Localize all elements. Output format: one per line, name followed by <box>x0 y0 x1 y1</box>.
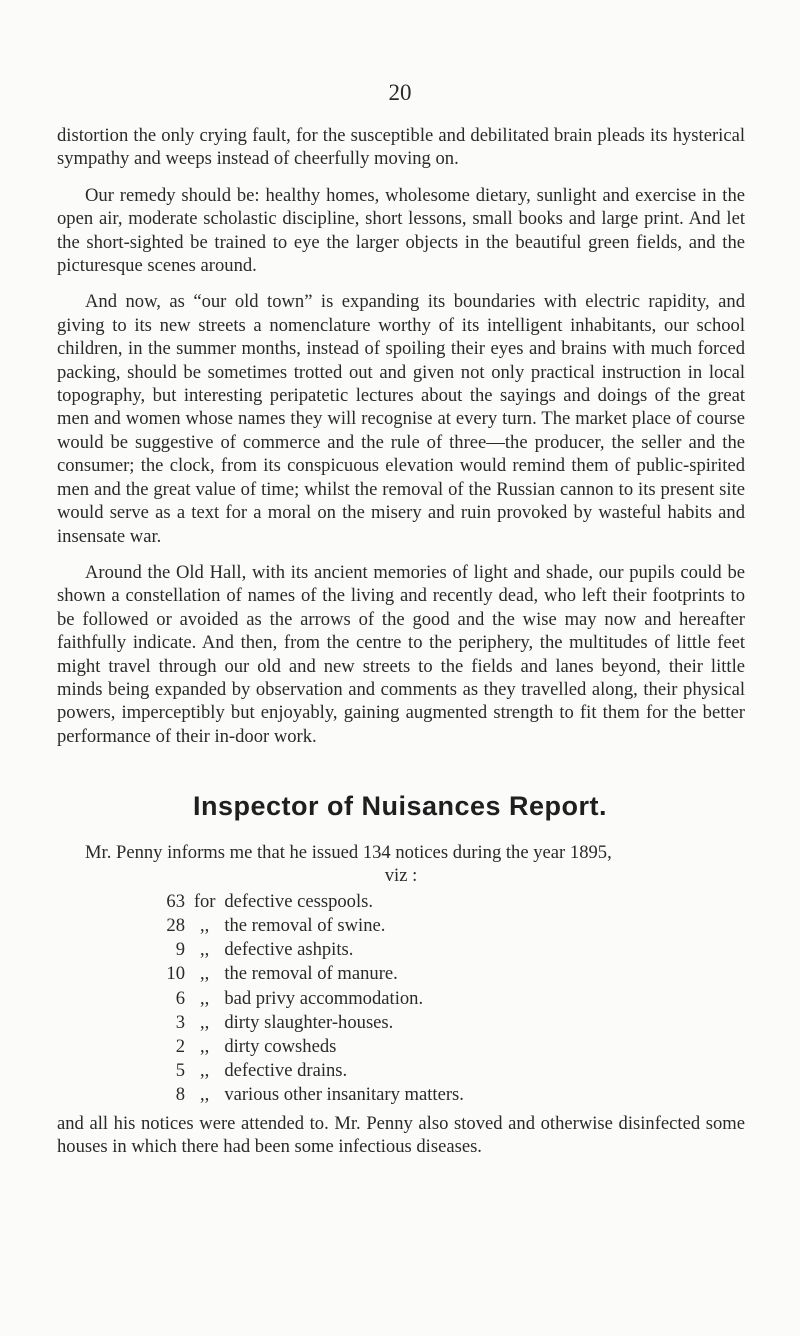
notice-count: 28 <box>166 915 185 936</box>
notice-count: 3 <box>175 1011 185 1033</box>
notice-item <box>57 1011 745 1035</box>
notice-item <box>57 1083 745 1107</box>
body-text <box>57 124 745 761</box>
notice-prefix: ,, <box>200 915 210 936</box>
notice-description: the removal of swine. <box>224 915 386 936</box>
notice-item <box>57 962 745 986</box>
notice-prefix: ,, <box>200 1084 210 1106</box>
nuisances-report <box>57 841 745 1158</box>
notice-item <box>57 890 745 914</box>
paragraph-continuation: distortion the only crying fault, for the susceptible and debilitated brain pleads its hysterical sympathy and weeps instead of cheerfully moving on. <box>57 125 745 170</box>
notice-description: defective ashpits. <box>224 939 354 961</box>
notice-description: defective cesspools. <box>224 890 374 912</box>
notice-prefix: ,, <box>200 1011 210 1033</box>
notice-prefix: ,, <box>200 987 210 1009</box>
notice-count: 10 <box>166 963 185 985</box>
notice-prefix: ,, <box>200 1060 210 1082</box>
notice-description: various other insanitary matters. <box>224 1084 464 1106</box>
notice-item <box>57 1035 745 1059</box>
notice-description: dirty slaughter-houses. <box>224 1011 394 1033</box>
notice-item <box>57 987 745 1011</box>
paragraph-town-expansion: And now, as “our old town” is expanding its boundaries with electric rapidity, and giving to its new streets a nomenclature worthy of its intelligent inhabitants, our school children, in the summer months, instead of spoiling their eyes and brains with much forced packing, should be sometimes trotted out and given not only practical instruction in local topography, but interesting peripatetic lectures about the sayings and doings of the great men and women whose names they will recognise at every turn. The market place of course would be suggestive of commerce and the rule of three—the producer, the seller and the consumer; the clock, from its conspicuous elevation would remind them of public-spirited men and the great value of time; whilst the removal of the Russian cannon to its present site would serve as a text for a moral on the misery and ruin provoked by wasteful habits and insensate war. <box>57 291 745 547</box>
notice-count: 6 <box>175 987 185 1009</box>
report-closing: and all his notices were attended to. Mr. Penny also stoved and otherwise disinfected some houses in which there had been some infectious diseases. <box>57 1112 745 1157</box>
notice-item <box>57 938 745 962</box>
notice-item <box>57 1059 745 1083</box>
report-intro: Mr. Penny informs me that he issued 134 notices during the year 1895, <box>85 842 612 863</box>
notice-count: 2 <box>175 1035 185 1057</box>
notice-count: 63 <box>166 890 185 912</box>
report-viz: viz : <box>384 865 418 887</box>
notice-prefix: for <box>193 890 216 912</box>
notice-description: defective drains. <box>224 1060 348 1082</box>
notice-list <box>57 890 745 1108</box>
notice-description: bad privy accommodation. <box>224 987 424 1009</box>
notice-count: 8 <box>175 1084 185 1106</box>
notice-description: the removal of manure. <box>224 963 398 985</box>
notice-prefix: ,, <box>200 963 210 985</box>
notice-count: 9 <box>175 939 185 961</box>
paragraph-remedy: Our remedy should be: healthy homes, wholesome dietary, sunlight and exercise in the open air, moderate scholastic discipline, short lessons, small books and large print. And let the short-sighted be trained to eye the larger objects in the beautiful green fields, and the picturesque scenes around. <box>57 184 745 277</box>
page-number: 20 <box>388 80 412 105</box>
notice-description: dirty cowsheds <box>224 1035 337 1057</box>
notice-item <box>57 914 745 938</box>
paragraph-old-hall: Around the Old Hall, with its ancient memories of light and shade, our pupils could be shown a constellation of names of the living and recently dead, who left their footprints to be followed or avoided as the arrows of the good and the wise may now and hereafter faithfully indicate. And then, from the centre to the periphery, the multitudes of little feet might travel through our old and new streets to the fields and lanes beyond, their little minds being expanded by observation and comments as they travelled along, their physical powers, imperceptibly but enjoyably, gaining augmented strength to fit them for the better performance of their in-door work. <box>57 561 745 747</box>
notice-prefix: ,, <box>200 1035 210 1057</box>
notice-prefix: ,, <box>200 939 210 961</box>
notice-count: 5 <box>175 1060 185 1082</box>
section-heading: Inspector of Nuisances Report. <box>192 791 608 821</box>
